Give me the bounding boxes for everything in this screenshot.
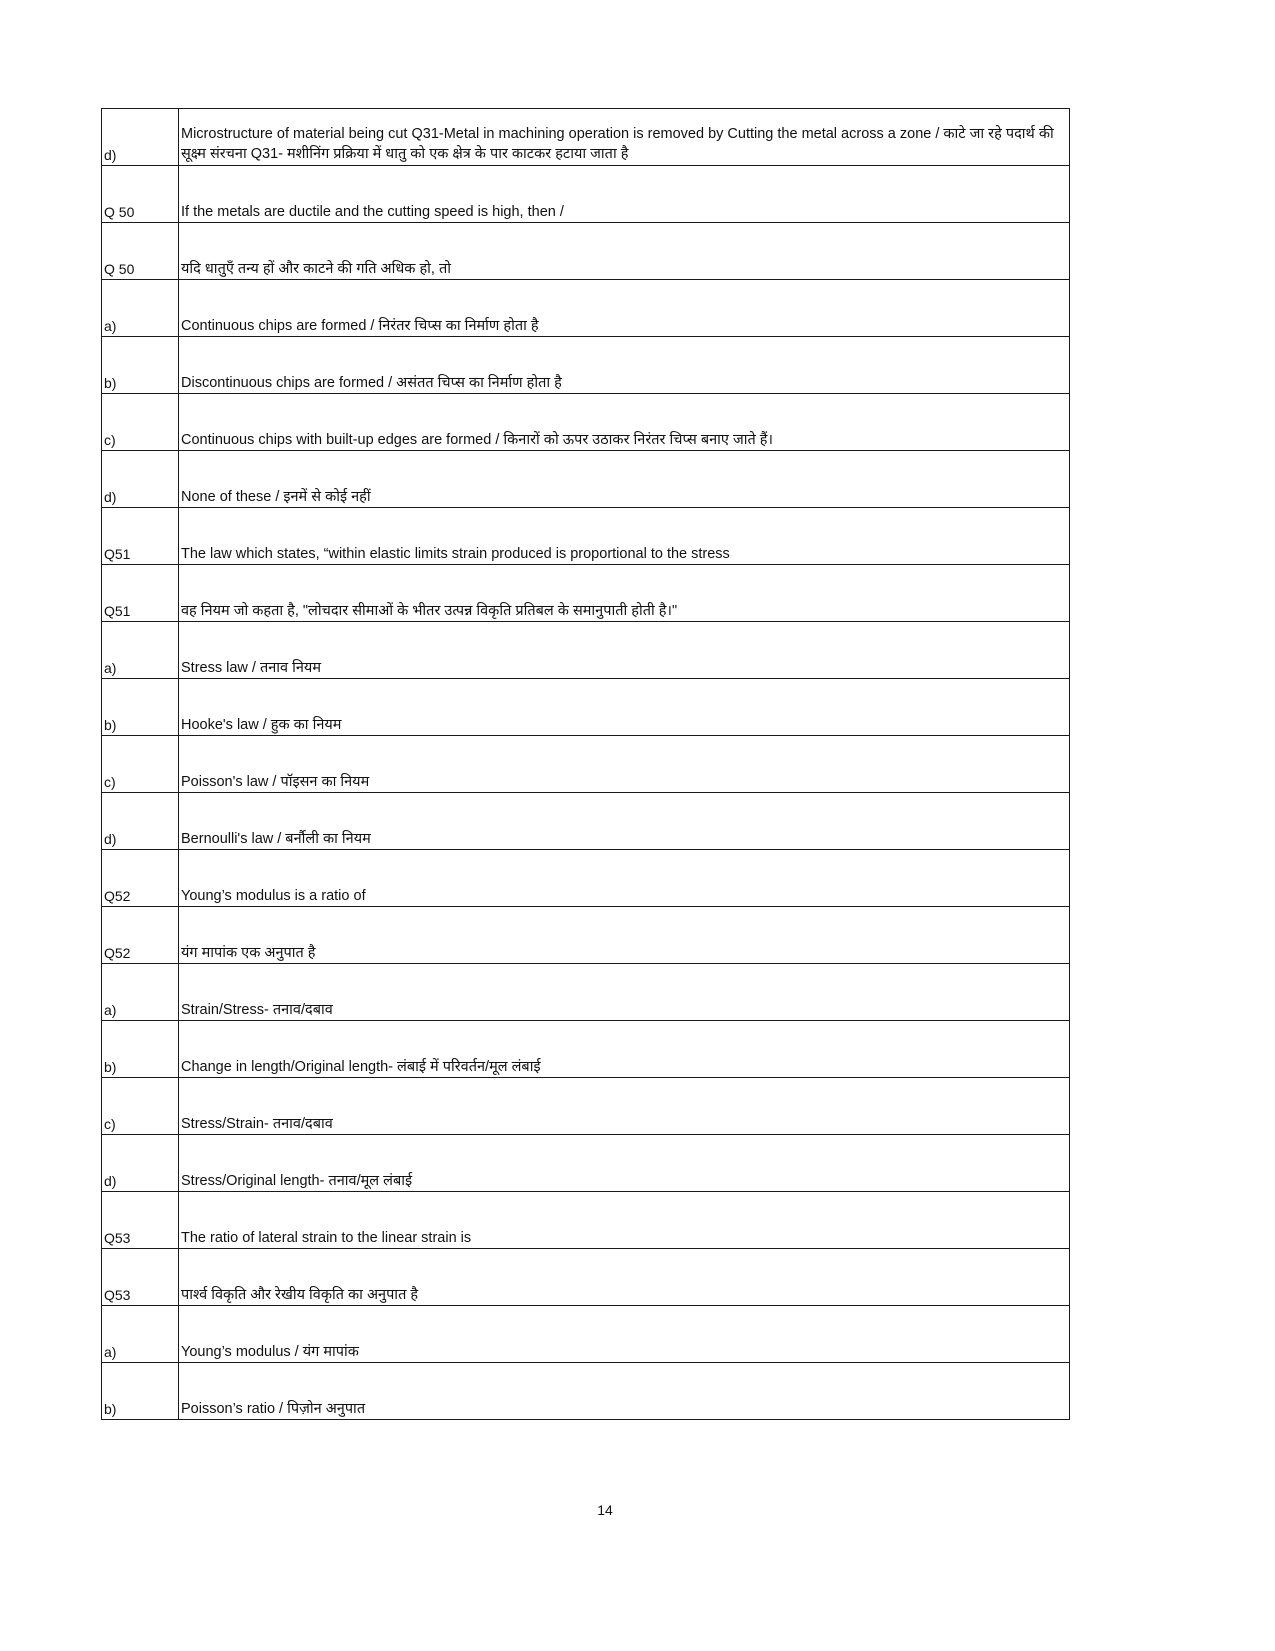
row-text: Stress law / तनाव नियम <box>179 622 1070 679</box>
row-text: Strain/Stress- तनाव/दबाव <box>179 964 1070 1021</box>
row-text: वह नियम जो कहता है, "लोचदार सीमाओं के भीतर उत्पन्न विकृति प्रतिबल के समानुपाती होती है।" <box>179 565 1070 622</box>
row-text: Stress/Strain- तनाव/दबाव <box>179 1078 1070 1135</box>
row-text: None of these / इनमें से कोई नहीं <box>179 451 1070 508</box>
table-row <box>102 793 1070 850</box>
table-row <box>102 1135 1070 1192</box>
table-row <box>102 1021 1070 1078</box>
table-row <box>102 850 1070 907</box>
row-label: a) <box>102 1306 179 1363</box>
row-text: If the metals are ductile and the cutting speed is high, then / <box>179 166 1070 223</box>
row-label: c) <box>102 394 179 451</box>
row-label: Q 50 <box>102 223 179 280</box>
row-text: Continuous chips with built-up edges are formed / किनारों को ऊपर उठाकर निरंतर चिप्स बनाए जाते हैं। <box>179 394 1070 451</box>
table-row <box>102 1363 1070 1420</box>
row-text: Young’s modulus is a ratio of <box>179 850 1070 907</box>
table-row <box>102 907 1070 964</box>
table-row <box>102 109 1070 166</box>
row-text: Poisson’s ratio / पिज़ोन अनुपात <box>179 1363 1070 1420</box>
table-row <box>102 394 1070 451</box>
table-row <box>102 964 1070 1021</box>
table-row <box>102 508 1070 565</box>
row-text: यदि धातुएँ तन्य हों और काटने की गति अधिक हो, तो <box>179 223 1070 280</box>
row-label: Q52 <box>102 907 179 964</box>
row-text: Young’s modulus / यंग मापांक <box>179 1306 1070 1363</box>
row-label: b) <box>102 337 179 394</box>
row-text: Change in length/Original length- लंबाई में परिवर्तन/मूल लंबाई <box>179 1021 1070 1078</box>
row-text: पार्श्व विकृति और रेखीय विकृति का अनुपात है <box>179 1249 1070 1306</box>
row-label: b) <box>102 679 179 736</box>
row-label: a) <box>102 964 179 1021</box>
table-row <box>102 1306 1070 1363</box>
table-row <box>102 736 1070 793</box>
row-label: Q51 <box>102 508 179 565</box>
row-text: यंग मापांक एक अनुपात है <box>179 907 1070 964</box>
row-label: Q52 <box>102 850 179 907</box>
row-label: b) <box>102 1021 179 1078</box>
table-row <box>102 622 1070 679</box>
table-row <box>102 337 1070 394</box>
row-label: d) <box>102 451 179 508</box>
row-label: Q51 <box>102 565 179 622</box>
row-label: b) <box>102 1363 179 1420</box>
row-text: Discontinuous chips are formed / असंतत चिप्स का निर्माण होता है <box>179 337 1070 394</box>
row-label: Q53 <box>102 1249 179 1306</box>
row-label: d) <box>102 1135 179 1192</box>
row-text: Poisson's law / पॉइसन का नियम <box>179 736 1070 793</box>
row-label: c) <box>102 736 179 793</box>
row-text: Continuous chips are formed / निरंतर चिप्स का निर्माण होता है <box>179 280 1070 337</box>
question-table <box>101 108 1070 1420</box>
row-label: Q 50 <box>102 166 179 223</box>
row-label: a) <box>102 622 179 679</box>
row-text: Stress/Original length- तनाव/मूल लंबाई <box>179 1135 1070 1192</box>
row-text: Bernoulli's law / बर्नौली का नियम <box>179 793 1070 850</box>
row-label: Q53 <box>102 1192 179 1249</box>
table-row <box>102 280 1070 337</box>
row-text: The ratio of lateral strain to the linear strain is <box>179 1192 1070 1249</box>
table-row <box>102 565 1070 622</box>
page-number: 14 <box>597 1502 613 1518</box>
table-row <box>102 451 1070 508</box>
table-row <box>102 223 1070 280</box>
row-label: a) <box>102 280 179 337</box>
row-label: d) <box>102 109 179 166</box>
row-text: The law which states, “within elastic limits strain produced is proportional to the stress <box>179 508 1070 565</box>
row-text: Microstructure of material being cut Q31-Metal in machining operation is removed by Cutting the metal across a zone / काटे जा रहे पदार्थ की सूक्ष्म संरचना Q31- मशीनिंग प्रक्रिया में धातु को एक क्षेत्र के पार काटकर हटाया जाता है <box>179 109 1070 166</box>
table-row <box>102 1192 1070 1249</box>
row-label: c) <box>102 1078 179 1135</box>
row-text: Hooke's law / हुक का नियम <box>179 679 1070 736</box>
table-row <box>102 679 1070 736</box>
table-row <box>102 1078 1070 1135</box>
table-row <box>102 166 1070 223</box>
row-label: d) <box>102 793 179 850</box>
table-row <box>102 1249 1070 1306</box>
